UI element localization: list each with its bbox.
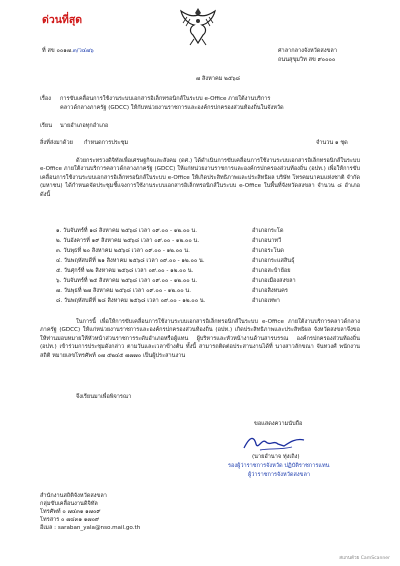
scanner-watermark: สแกนด้วย CamScanner <box>339 556 390 561</box>
to-recipient: นายอำเภอทุกอำเภอ <box>60 123 109 129</box>
closing-salutation: ขอแสดงความนับถือ <box>254 421 303 427</box>
schedule-row: ๑. วันจันทร์ที่ ๑๘ สิงหาคม ๒๕๖๘ เวลา ๐๙.๐๐ - ๑๒.๐๐ น. อำเภอกระโด <box>56 228 284 234</box>
urgency-label: ด่วนที่สุด <box>42 14 83 26</box>
footer-dept-2: กลุ่มขับเคลื่อนงานดิจิทัล <box>40 501 98 507</box>
schedule-row: ๗. วันพุธที่ ๒๗ สิงหาคม ๒๕๖๘ เวลา ๐๙.๐๐ - ๑๒.๐๐ น. อำเภอสิงหนคร <box>56 288 288 294</box>
signer-name: (นายอำนาจ ทุ่งเถิง) <box>252 454 300 460</box>
footer-fax: โทรสาร ๐ ๗๔๓๑ ๑๗๐๙ <box>40 517 100 523</box>
footer-phone: โทรศัพท์ ๐ ๗๔๓๑ ๑๗๐๙ <box>40 509 101 515</box>
closing-request: จึงเรียนมาเพื่อพิจารณา <box>76 394 132 400</box>
attachment-label: สิ่งที่ส่งมาด้วย <box>40 140 73 146</box>
office-name: ศาลากลางจังหวัดสงขลา <box>278 48 337 54</box>
doc-date: ๗ สิงหาคม ๒๕๖๘ <box>196 76 240 82</box>
to-label: เรียน <box>40 123 53 129</box>
schedule-row: ๒. วันอังคารที่ ๑๙ สิงหาคม ๒๕๖๘ เวลา ๐๙.๐๐ - ๑๒.๐๐ น. อำเภอนาทวี <box>56 238 282 244</box>
attachment-quantity: จำนวน ๑ ชุด <box>316 140 348 146</box>
subject-line-2: คลาวด์กลางภาครัฐ (GDCC) ให้กับหน่วยงานราชการและองค์กรปกครองส่วนท้องถิ่นในจังหวัด <box>60 105 284 111</box>
subject-line-1: การขับเคลื่อนการใช้งานระบบเอกสารอิเล็กทรอนิกส์ในระบบ e-Office ภายใต้งานบริการ <box>60 96 271 102</box>
signer-title-1: รองผู้ว่าราชการจังหวัด ปฏิบัติราชการแทน <box>228 463 330 469</box>
body-paragraph-1: ด้วยกระทรวงดิจิทัลเพื่อเศรษฐกิจและสังคม (ดศ.) ได้ดำเนินการขับเคลื่อนการใช้งานระบบเอกสารอิเล็กทรอนิกส์ในระบบ e-Office ภายใต้งานบริการคลาวด์กลางภาครัฐ (GDCC) ให้แก่หน่วยงานราชการและองค์กรปกครองส่วนท้องถิ่น (อปท.) เพื่อให้การขับเคลื่อนการใช้งานระบบเอกสารอิเล็กทรอนิกส์ในระบบ e-Office ให้เกิดประสิทธิภาพและประสิทธิผล บริษัท โทรคมนาคมแห่งชาติ จำกัด (มหาชน) ได้กำหนดจัดประชุมชี้แจงการใช้งานระบบเอกสารอิเล็กทรอนิกส์ในระบบ e-Office ในพื้นที่จังหวัดสงขลา จำนวน ๘ อำเภอ ดังนี้ <box>40 158 360 198</box>
body-paragraph-2: ในการนี้ เพื่อให้การขับเคลื่อนการใช้งานระบบเอกสารอิเล็กทรอนิกส์ในระบบ e-Office ภายใต้งานบริการคลาวด์กลางภาครัฐ (GDCC) ให้แก่หน่วยงานราชการและองค์กรปกครองส่วนท้องถิ่น (อปท.) เกิดประสิทธิภาพและประสิทธิผล จังหวัดสงขลาจึงขอให้ท่านมอบหมายให้หัวหน้าส่วนราชการระดับอำเภอหรือผู้แทน ผู้บริหารและหัวหน้างานด้านสารบรรณ องค์กรปกครองส่วนท้องถิ่น (อปท.) เข้าร่วมการประชุมดังกล่าว ตามวันและเวลาข้างต้น ทั้งนี้ สามารถติดต่อประสานงานได้ที่ นางสาวลักขณา จันทวงศ์ พนักงานสถิติ หมายเลขโทรศัพท์ ๐๗ ๕๒๔๕ ๗๗๗๐ เป็นผู้ประสานงาน <box>40 319 360 359</box>
signer-title-2: ผู้ว่าราชการจังหวัดสงขลา <box>248 472 311 478</box>
doc-number: ที่ สข ๐๐๑๗.๓/ว๔๗๖ <box>42 48 94 54</box>
schedule-row: ๘. วันพฤหัสบดีที่ ๒๘ สิงหาคม ๒๕๖๘ เวลา ๐๙.๐๐ - ๑๒.๐๐ น. อำเภอเทพา <box>56 298 280 304</box>
footer-dept-1: สำนักงานสถิติจังหวัดสงขลา <box>40 493 107 499</box>
schedule-row: ๖. วันจันทร์ที่ ๒๕ สิงหาคม ๒๕๖๘ เวลา ๐๙.๐๐ - ๑๒.๐๐ น. อำเภอเมืองสงขลา <box>56 278 296 284</box>
garuda-emblem-icon <box>175 5 221 47</box>
subject-label: เรื่อง <box>40 96 52 102</box>
attachment-name: กำหนดการประชุม <box>84 140 129 146</box>
schedule-row: ๔. วันพฤหัสบดีที่ ๒๑ สิงหาคม ๒๕๖๘ เวลา ๐๙.๐๐ - ๑๒.๐๐ น. อำเภอกระแสสินธุ์ <box>56 258 295 264</box>
footer-email: อีเมล : saraban_yala@nso.mail.go.th <box>40 525 141 531</box>
handwritten-signature-icon <box>240 432 310 454</box>
schedule-row: ๓. วันพุธที่ ๒๐ สิงหาคม ๒๕๖๘ เวลา ๐๙.๐๐ - ๑๒.๐๐ น. อำเภอระโนด <box>56 248 284 254</box>
office-address: ถนนสุขุมวิท สข ๙๐๐๐๐ <box>278 57 336 63</box>
schedule-row: ๕. วันศุกร์ที่ ๒๒ สิงหาคม ๒๕๖๘ เวลา ๐๙.๐๐ - ๑๒.๐๐ น. อำเภอสะบ้าย้อย <box>56 268 291 274</box>
